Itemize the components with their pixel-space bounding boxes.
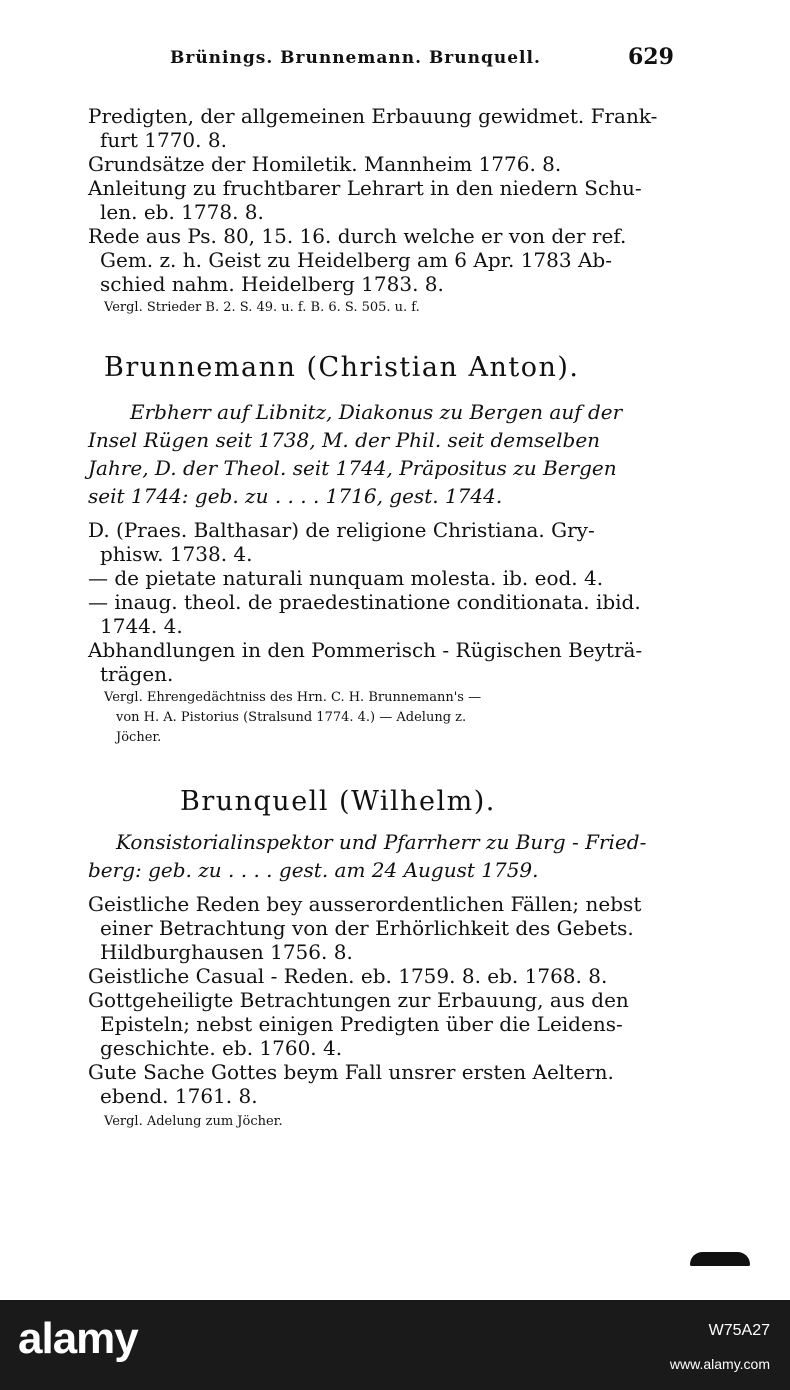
image-id: W75A27 xyxy=(708,1322,770,1339)
entry-line: phisw. 1738. 4. xyxy=(100,542,253,566)
page-number: 629 xyxy=(628,44,674,70)
entry-heading-brunquell: Brunquell (Wilhelm). xyxy=(180,786,496,817)
entry-line: schied nahm. Heidelberg 1783. 8. xyxy=(100,272,444,296)
entry-line: trägen. xyxy=(100,662,174,686)
entry-line: Anleitung zu fruchtbarer Lehrart in den niedern Schu- xyxy=(88,176,642,200)
entry-line: furt 1770. 8. xyxy=(100,128,227,152)
reference-line: Vergl. Strieder B. 2. S. 49. u. f. B. 6. S. 505. u. f. xyxy=(104,300,420,315)
entry-line: Predigten, der allgemeinen Erbauung gewidmet. Frank- xyxy=(88,104,658,128)
entry-line: Hildburghausen 1756. 8. xyxy=(100,940,353,964)
ink-smudge xyxy=(690,1252,750,1266)
entry-line: — de pietate naturali nunquam molesta. ib. eod. 4. xyxy=(88,566,604,590)
entry-line: Grundsätze der Homiletik. Mannheim 1776. 8. xyxy=(88,152,562,176)
entry-line: Rede aus Ps. 80, 15. 16. durch welche er von der ref. xyxy=(88,224,627,248)
watermark-footer xyxy=(0,1300,790,1390)
alamy-logo: alamy xyxy=(18,1314,138,1363)
reference-line: Vergl. Ehrengedächtniss des Hrn. C. H. Brunnemann's — xyxy=(104,690,482,705)
entry-line: ebend. 1761. 8. xyxy=(100,1084,258,1108)
entry-line: D. (Praes. Balthasar) de religione Christiana. Gry- xyxy=(88,518,595,542)
site-url: www.alamy.com xyxy=(669,1356,770,1372)
entry-line: Gute Sache Gottes beym Fall unsrer ersten Aeltern. xyxy=(88,1060,614,1084)
entry-line: Gottgeheiligte Betrachtungen zur Erbauung, aus den xyxy=(88,988,629,1012)
reference-line: Vergl. Adelung zum Jöcher. xyxy=(104,1114,283,1129)
intro-line: Insel Rügen seit 1738, M. der Phil. seit demselben xyxy=(88,428,601,452)
entry-heading-brunnemann: Brunnemann (Christian Anton). xyxy=(104,352,580,383)
entry-line: Abhandlungen in den Pommerisch - Rügischen Beyträ- xyxy=(88,638,643,662)
entry-line: Geistliche Reden bey ausserordentlichen Fällen; nebst xyxy=(88,892,642,916)
intro-line: Erbherr auf Libnitz, Diakonus zu Bergen auf der xyxy=(130,400,623,424)
reference-line: von H. A. Pistorius (Stralsund 1774. 4.) — Adelung z. xyxy=(116,710,467,725)
entry-line: einer Betrachtung von der Erhörlichkeit des Gebets. xyxy=(100,916,634,940)
intro-line: Jahre, D. der Theol. seit 1744, Präpositus zu Bergen xyxy=(88,456,617,480)
reference-line: Jöcher. xyxy=(116,730,162,745)
entry-line: 1744. 4. xyxy=(100,614,183,638)
intro-line: Konsistorialinspektor und Pfarrherr zu Burg - Fried- xyxy=(116,830,647,854)
intro-line: berg: geb. zu . . . . gest. am 24 August 1759. xyxy=(88,858,539,882)
running-header: Brünings. Brunnemann. Brunquell. xyxy=(170,48,541,68)
entry-line: — inaug. theol. de praedestinatione conditionata. ibid. xyxy=(88,590,641,614)
intro-line: seit 1744: geb. zu . . . . 1716, gest. 1744. xyxy=(88,484,503,508)
entry-line: Gem. z. h. Geist zu Heidelberg am 6 Apr. 1783 Ab- xyxy=(100,248,612,272)
entry-line: len. eb. 1778. 8. xyxy=(100,200,264,224)
entry-line: Episteln; nebst einigen Predigten über die Leidens- xyxy=(100,1012,623,1036)
entry-line: geschichte. eb. 1760. 4. xyxy=(100,1036,343,1060)
entry-line: Geistliche Casual - Reden. eb. 1759. 8. eb. 1768. 8. xyxy=(88,964,608,988)
